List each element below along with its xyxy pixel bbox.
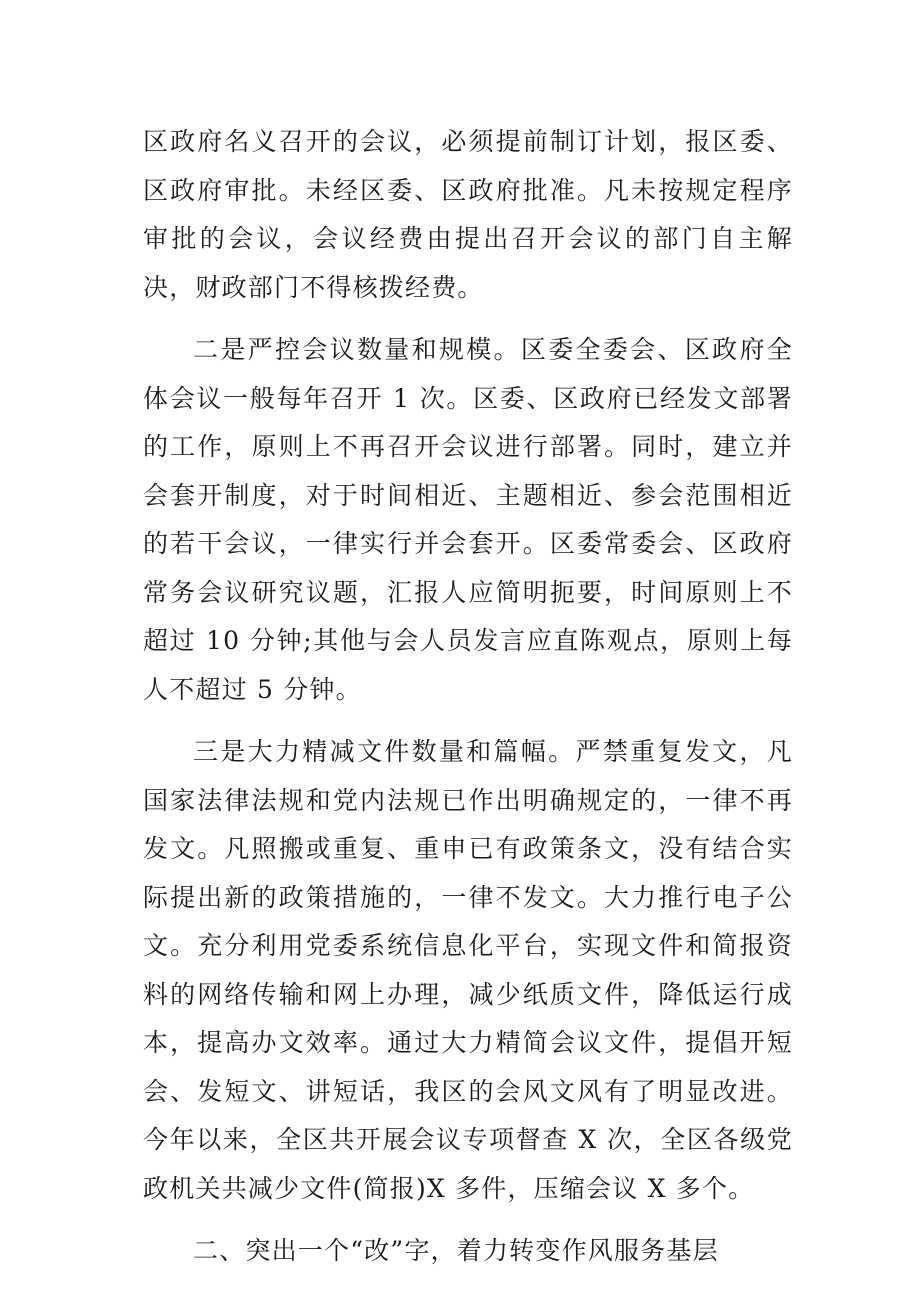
section-heading: 二、突出一个“改”字，着力转变作风服务基层 [193, 1236, 719, 1265]
paragraph-meeting-control: 二是严控会议数量和规模。区委全委会、区政府全体会议一般每年召开 1 次。区委、区政府已经发文部署的工作，原则上不再召开会议进行部署。同时，建立并会套开制度，对于时间相近、主题相近、参会范围相近的若干会议，一律实行并会套开。区委常委会、区政府常务会议研究议题，汇报人应简明扼要，时间原则上不超过 10 分钟;其他与会人员发言应直陈观点，原则上每人不超过 5 分钟。 [143, 335, 793, 704]
paragraph-meeting-approval: 区政府名义召开的会议，必须提前制订计划，报区委、区政府审批。未经区委、区政府批准。凡未按规定程序审批的会议，会议经费由提出召开会议的部门自主解决，财政部门不得核拨经费。 [143, 127, 793, 302]
paragraph-document-reduction: 三是大力精减文件数量和篇幅。严禁重复发文，凡国家法律法规和党内法规已作出明确规定的，一律不再发文。凡照搬或重复、重申已有政策条文，没有结合实际提出新的政策措施的，一律不发文。大力推行电子公文。充分利用党委系统信息化平台，实现文件和简报资料的网络传输和网上办理，减少纸质文件，降低运行成本，提高办文效率。通过大力精简会议文件，提倡开短会、发短文、讲短话，我区的会风文风有了明显改进。今年以来，全区共开展会议专项督查 X 次，全区各级党政机关共减少文件(简报)X 多件，压缩会议 X 多个。 [143, 737, 793, 1203]
document-body [143, 118, 793, 1276]
